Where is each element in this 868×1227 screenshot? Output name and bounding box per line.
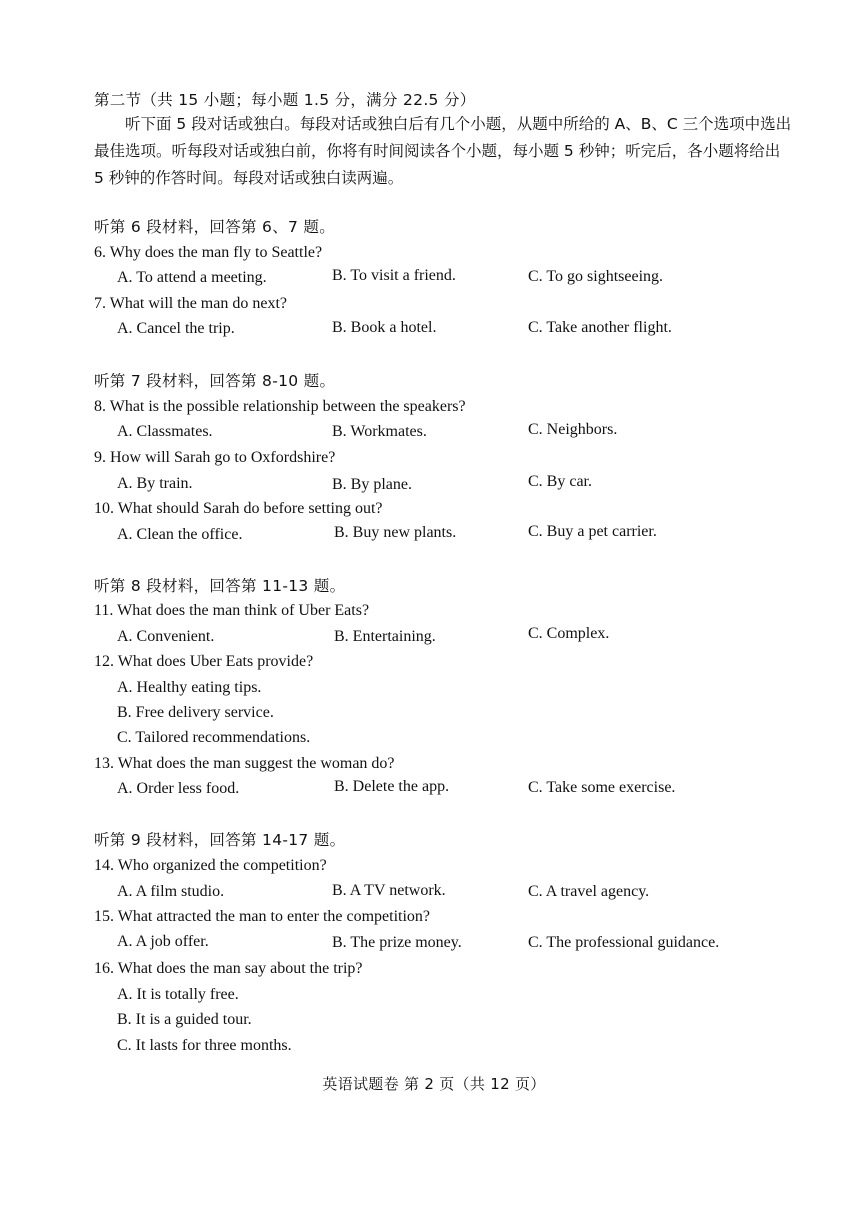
option-a: A. Order less food. <box>117 780 240 797</box>
question-text: 8. What is the possible relationship between the speakers? <box>94 398 466 415</box>
option-b: B. A TV network. <box>332 882 446 899</box>
option-a: A. Healthy eating tips. <box>117 679 262 696</box>
option-b: B. Workmates. <box>332 423 427 440</box>
question-text: 15. What attracted the man to enter the competition? <box>94 908 431 925</box>
option-c: C. Take another flight. <box>528 319 672 336</box>
question-text: 14. Who organized the competition? <box>94 857 327 874</box>
option-a: A. It is totally free. <box>117 986 239 1003</box>
option-c: C. Complex. <box>528 625 610 642</box>
question-text: 10. What should Sarah do before setting out? <box>94 500 383 517</box>
option-c: C. Tailored recommendations. <box>117 729 311 746</box>
group-header: 听第 7 段材料，回答第 8-10 题。 <box>94 372 336 390</box>
option-a: A. A job offer. <box>117 933 209 950</box>
option-b: B. Free delivery service. <box>117 704 274 721</box>
option-c: C. It lasts for three months. <box>117 1037 292 1054</box>
option-a: A. Cancel the trip. <box>117 320 235 337</box>
question-text: 7. What will the man do next? <box>94 295 287 312</box>
section-heading: 第二节（共 15 小题；每小题 1.5 分，满分 22.5 分） <box>94 91 476 109</box>
group-header: 听第 8 段材料，回答第 11-13 题。 <box>94 577 346 595</box>
group-header: 听第 6 段材料，回答第 6、7 题。 <box>94 218 335 236</box>
option-a: A. Classmates. <box>117 423 213 440</box>
option-c: C. Take some exercise. <box>528 779 676 796</box>
question-text: 13. What does the man suggest the woman do? <box>94 755 395 772</box>
question-text: 9. How will Sarah go to Oxfordshire? <box>94 449 336 466</box>
option-a: A. A film studio. <box>117 883 225 900</box>
option-a: A. Convenient. <box>117 628 215 645</box>
page-footer: 英语试题卷 第 2 页（共 12 页） <box>322 1075 546 1093</box>
option-c: C. Buy a pet carrier. <box>528 523 657 540</box>
option-c: C. To go sightseeing. <box>528 268 664 285</box>
option-a: A. Clean the office. <box>117 526 243 543</box>
option-a: A. By train. <box>117 475 193 492</box>
option-b: B. By plane. <box>332 476 412 493</box>
question-text: 16. What does the man say about the trip? <box>94 960 363 977</box>
option-c: C. A travel agency. <box>528 883 650 900</box>
group-header: 听第 9 段材料，回答第 14-17 题。 <box>94 831 346 849</box>
option-b: B. The prize money. <box>332 934 462 951</box>
option-b: B. Buy new plants. <box>334 524 457 541</box>
option-b: B. Book a hotel. <box>332 319 437 336</box>
option-a: A. To attend a meeting. <box>117 269 267 286</box>
question-text: 11. What does the man think of Uber Eats? <box>94 602 370 619</box>
option-c: C. Neighbors. <box>528 421 618 438</box>
option-c: C. By car. <box>528 473 592 490</box>
option-c: C. The professional guidance. <box>528 934 720 951</box>
option-b: B. To visit a friend. <box>332 267 456 284</box>
question-text: 6. Why does the man fly to Seattle? <box>94 244 323 261</box>
section-instructions: 听下面 5 段对话或独白。每段对话或独白后有几个小题，从题中所给的 A、B、C 三个选项中选出最佳选项。听每段对话或独白前，你将有时间阅读各个小题，每小题 5 秒钟；听完后，各小题将给出 5 秒钟的作答时间。每段对话或独白读两遍。 <box>94 115 792 187</box>
option-b: B. Delete the app. <box>334 778 450 795</box>
option-b: B. Entertaining. <box>334 628 436 645</box>
option-b: B. It is a guided tour. <box>117 1011 252 1028</box>
question-text: 12. What does Uber Eats provide? <box>94 653 314 670</box>
